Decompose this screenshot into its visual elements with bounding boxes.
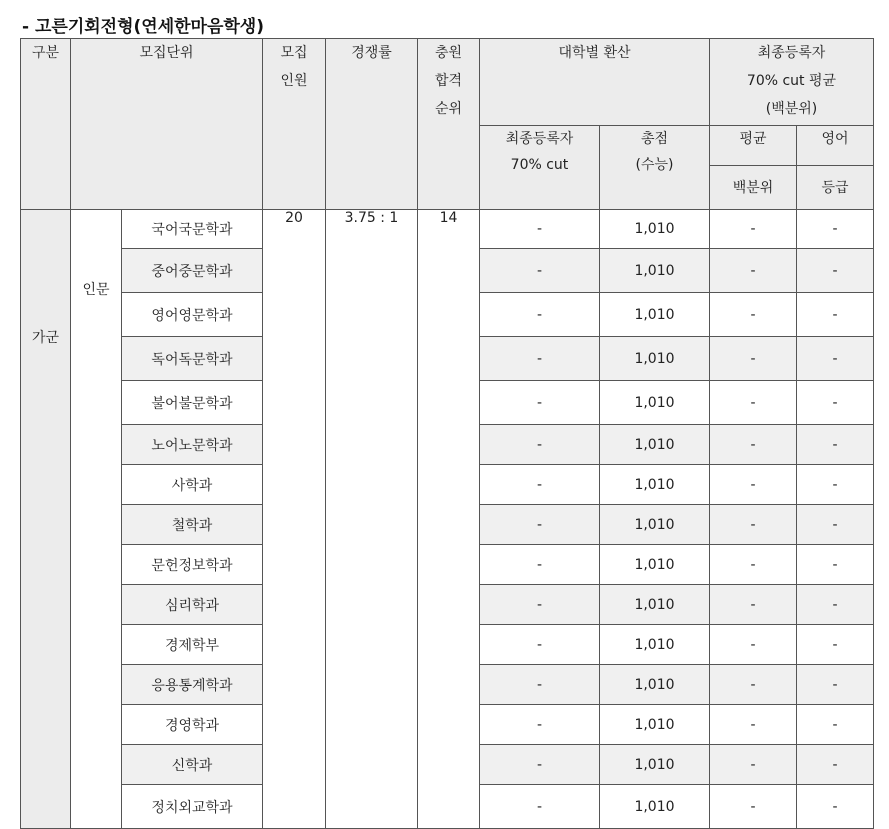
cut-cell: - — [480, 585, 600, 625]
eng-cell: - — [797, 425, 874, 465]
avg-cell: - — [710, 585, 797, 625]
table-body — [21, 210, 874, 829]
eng-cell: - — [797, 625, 874, 665]
dept-cell: 경제학부 — [122, 625, 263, 665]
total-cell: 1,010 — [600, 745, 710, 785]
eng-cell: - — [797, 545, 874, 585]
dept-cell: 중어중문학과 — [122, 249, 263, 293]
total-cell: 1,010 — [600, 785, 710, 829]
header-final: 최종등록자 70% cut 평균 (백분위) — [710, 39, 874, 126]
header-conv: 대학별 환산 — [480, 39, 710, 126]
total-cell: 1,010 — [600, 625, 710, 665]
eng-cell: - — [797, 785, 874, 829]
header-unit: 모집단위 — [71, 39, 263, 210]
avg-cell: - — [710, 625, 797, 665]
cut-cell: - — [480, 249, 600, 293]
cut-cell: - — [480, 505, 600, 545]
cut-cell: - — [480, 665, 600, 705]
dept-cell: 철학과 — [122, 505, 263, 545]
dept-cell: 경영학과 — [122, 705, 263, 745]
cut-cell: - — [480, 425, 600, 465]
avg-cell: - — [710, 705, 797, 745]
header-eng: 영어 — [797, 126, 874, 166]
cut-cell: - — [480, 293, 600, 337]
total-cell: 1,010 — [600, 545, 710, 585]
dept-cell: 노어노문학과 — [122, 425, 263, 465]
avg-cell: - — [710, 249, 797, 293]
eng-cell: - — [797, 293, 874, 337]
avg-cell: - — [710, 745, 797, 785]
eng-cell: - — [797, 745, 874, 785]
cut-cell: - — [480, 625, 600, 665]
avg-cell: - — [710, 337, 797, 381]
total-cell: 1,010 — [600, 293, 710, 337]
avg-cell: - — [710, 210, 797, 249]
cut-cell: - — [480, 337, 600, 381]
total-cell: 1,010 — [600, 425, 710, 465]
ratio-cell: 3.75 : 1 — [326, 210, 418, 829]
header-conv-cut: 최종등록자 70% cut — [480, 126, 600, 210]
avg-cell: - — [710, 665, 797, 705]
cut-cell: - — [480, 785, 600, 829]
header-rank: 충원 합격 순위 — [418, 39, 480, 210]
total-cell: 1,010 — [600, 381, 710, 425]
eng-cell: - — [797, 210, 874, 249]
total-cell: 1,010 — [600, 505, 710, 545]
total-cell: 1,010 — [600, 585, 710, 625]
eng-cell: - — [797, 337, 874, 381]
cut-cell: - — [480, 545, 600, 585]
cut-cell: - — [480, 465, 600, 505]
dept-cell: 독어독문학과 — [122, 337, 263, 381]
quota-cell: 20 — [263, 210, 326, 829]
avg-cell: - — [710, 425, 797, 465]
eng-cell: - — [797, 505, 874, 545]
header-avg-sub: 백분위 — [710, 166, 797, 210]
cut-cell: - — [480, 210, 600, 249]
eng-cell: - — [797, 465, 874, 505]
eng-cell: - — [797, 705, 874, 745]
admission-results-table — [20, 38, 874, 829]
header-eng-sub: 등급 — [797, 166, 874, 210]
dept-cell: 심리학과 — [122, 585, 263, 625]
eng-cell: - — [797, 585, 874, 625]
total-cell: 1,010 — [600, 249, 710, 293]
dept-cell: 불어불문학과 — [122, 381, 263, 425]
total-cell: 1,010 — [600, 705, 710, 745]
dept-cell: 문헌정보학과 — [122, 545, 263, 585]
avg-cell: - — [710, 293, 797, 337]
header-conv-total: 총점 (수능) — [600, 126, 710, 210]
cut-cell: - — [480, 381, 600, 425]
avg-cell: - — [710, 505, 797, 545]
eng-cell: - — [797, 381, 874, 425]
total-cell: 1,010 — [600, 465, 710, 505]
dept-cell: 국어국문학과 — [122, 210, 263, 249]
table-row — [21, 210, 874, 249]
dept-cell: 응용통계학과 — [122, 665, 263, 705]
avg-cell: - — [710, 785, 797, 829]
avg-cell: - — [710, 465, 797, 505]
rank-cell: 14 — [418, 210, 480, 829]
section-title: - 고른기회전형(연세한마음학생) — [22, 17, 264, 37]
field-cell: 인문 — [71, 210, 122, 829]
total-cell: 1,010 — [600, 210, 710, 249]
total-cell: 1,010 — [600, 337, 710, 381]
cut-cell: - — [480, 705, 600, 745]
dept-cell: 영어영문학과 — [122, 293, 263, 337]
dept-cell: 정치외교학과 — [122, 785, 263, 829]
header-avg: 평균 — [710, 126, 797, 166]
eng-cell: - — [797, 665, 874, 705]
eng-cell: - — [797, 249, 874, 293]
header-ratio: 경쟁률 — [326, 39, 418, 210]
group-cell: 가군 — [21, 210, 71, 829]
header-quota: 모집 인원 — [263, 39, 326, 210]
avg-cell: - — [710, 545, 797, 585]
dept-cell: 사학과 — [122, 465, 263, 505]
header-group: 구분 — [21, 39, 71, 210]
dept-cell: 신학과 — [122, 745, 263, 785]
total-cell: 1,010 — [600, 665, 710, 705]
cut-cell: - — [480, 745, 600, 785]
avg-cell: - — [710, 381, 797, 425]
